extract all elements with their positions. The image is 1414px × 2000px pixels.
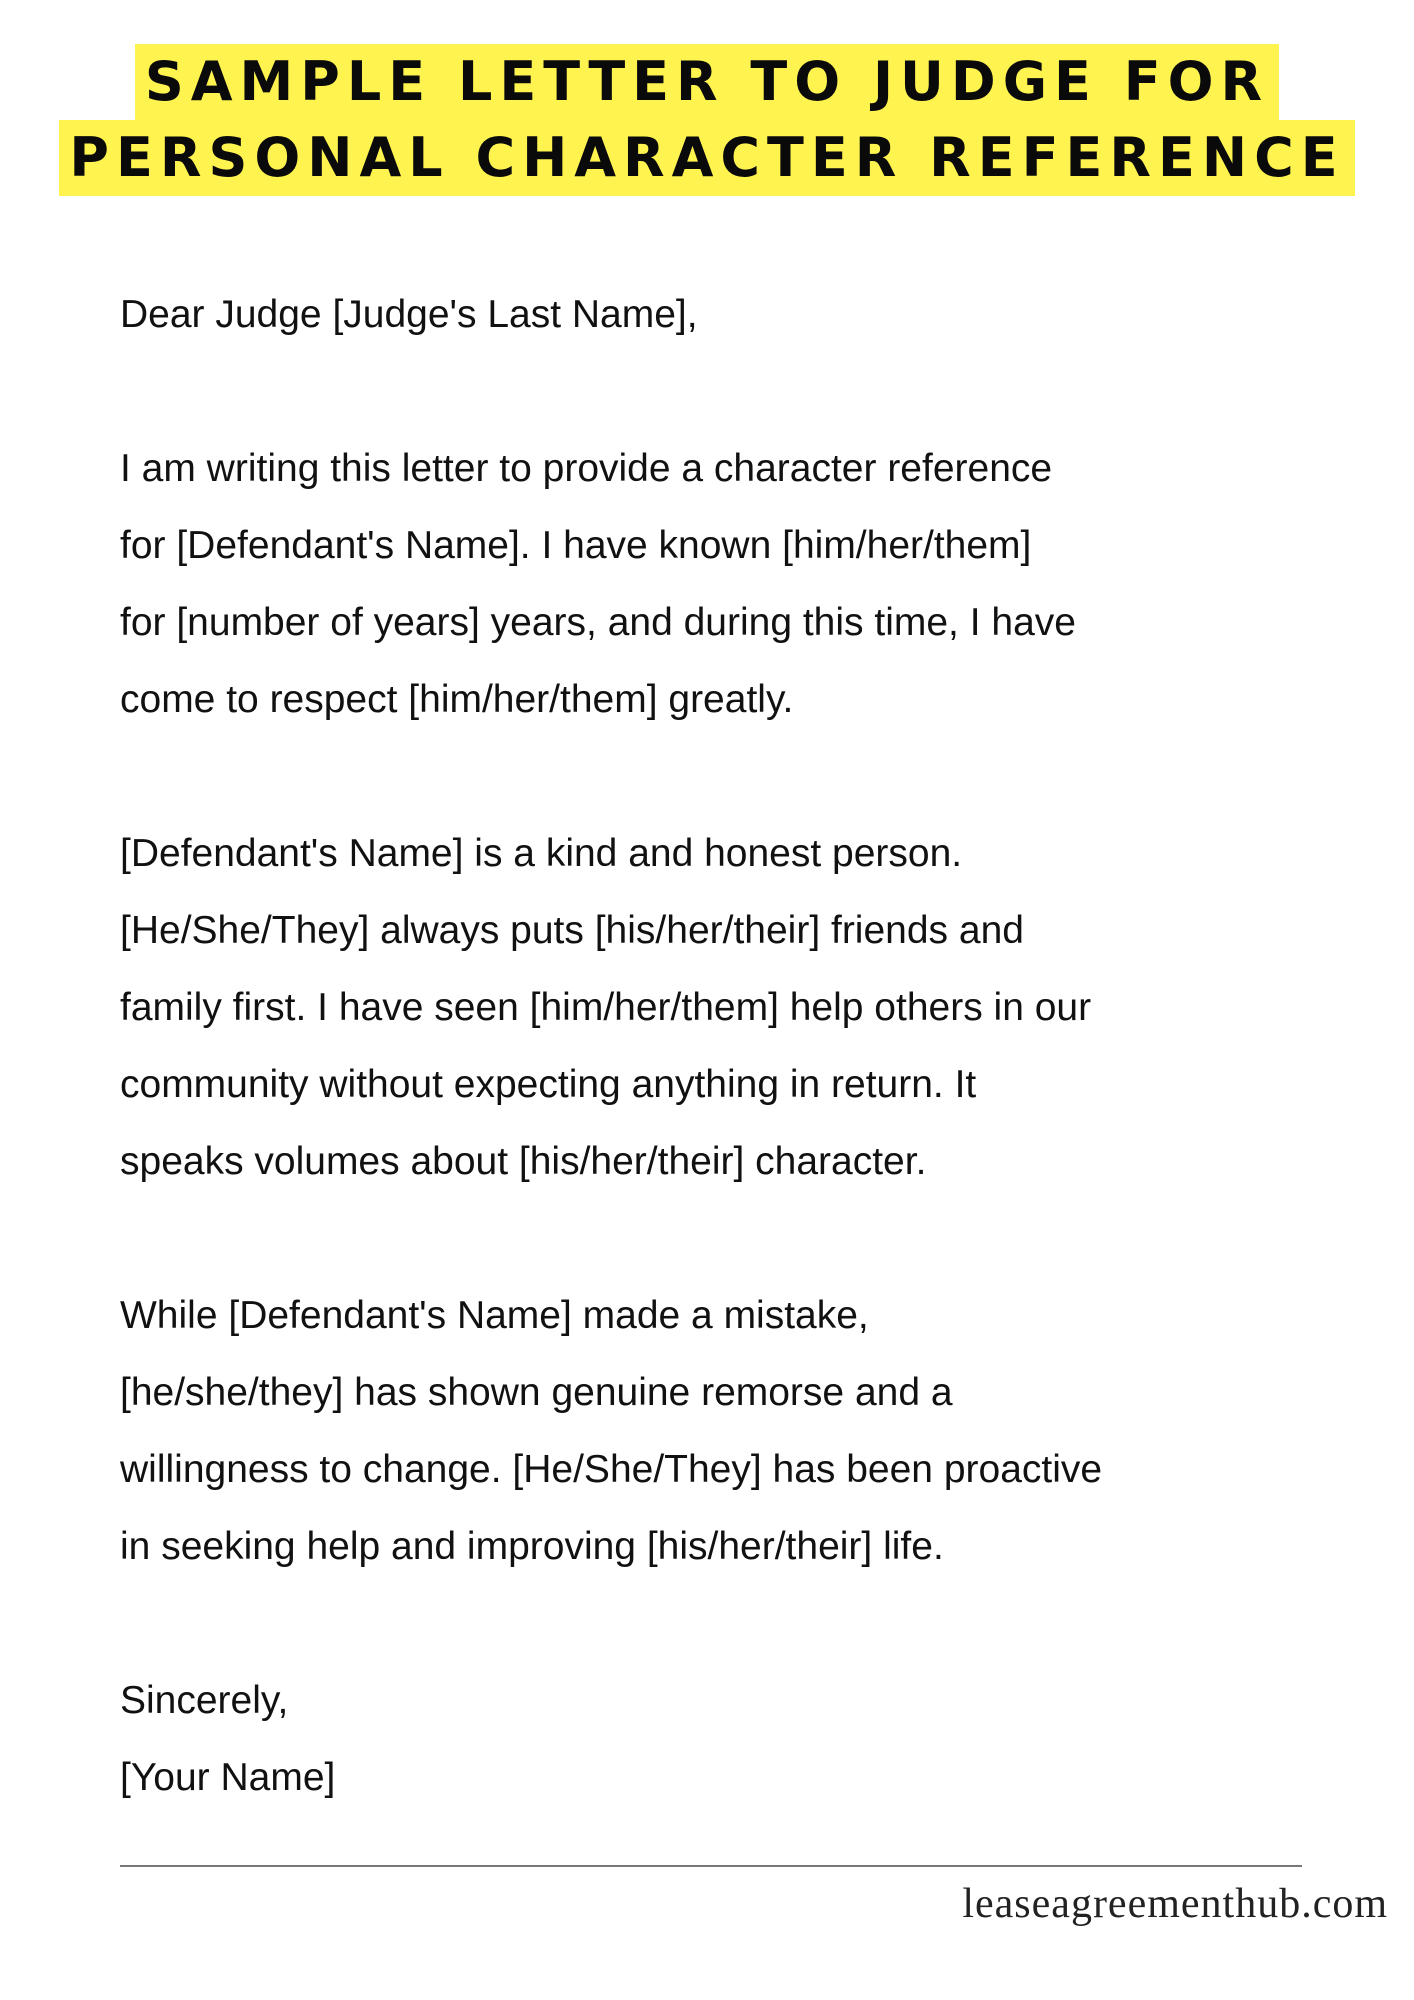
paragraph-2-line: speaks volumes about [his/her/their] character. (120, 1140, 927, 1183)
title-line-1: SAMPLE LETTER TO JUDGE FOR (135, 44, 1279, 120)
paragraph-2-line: family first. I have seen [him/her/them] help others in our (120, 986, 1092, 1029)
closing: Sincerely, (120, 1679, 289, 1722)
paragraph-1-line: for [number of years] years, and during this time, I have (120, 601, 1076, 644)
paragraph-spacer (120, 1585, 1360, 1662)
footer-site-name: leaseagreementhub.com (962, 1881, 1388, 1927)
paragraph-1-line: come to respect [him/her/them] greatly. (120, 678, 794, 721)
paragraph-3-line: willingness to change. [He/She/They] has been proactive (120, 1448, 1103, 1491)
paragraph-1-line: I am writing this letter to provide a character reference (120, 447, 1053, 490)
paragraph-spacer (120, 353, 1360, 430)
paragraph-3 (120, 1277, 1360, 1585)
paragraph-2 (120, 815, 1360, 1200)
document-title (0, 44, 1414, 196)
paragraph-3-line: [he/she/they] has shown genuine remorse and a (120, 1371, 953, 1414)
paragraph-1-line: for [Defendant's Name]. I have known [him/her/them] (120, 524, 1032, 567)
paragraph-3-line: in seeking help and improving [his/her/their] life. (120, 1525, 944, 1568)
paragraph-3-line: While [Defendant's Name] made a mistake, (120, 1294, 869, 1337)
paragraph-2-line: [Defendant's Name] is a kind and honest person. (120, 832, 963, 875)
signature-placeholder: [Your Name] (120, 1756, 336, 1799)
paragraph-spacer (120, 738, 1360, 815)
letter-body (120, 276, 1360, 1816)
footer-divider (120, 1865, 1302, 1867)
paragraph-2-line: [He/She/They] always puts [his/her/their] friends and (120, 909, 1024, 952)
title-line-2: PERSONAL CHARACTER REFERENCE (59, 120, 1354, 196)
paragraph-spacer (120, 1200, 1360, 1277)
paragraph-2-line: community without expecting anything in return. It (120, 1063, 977, 1106)
salutation: Dear Judge [Judge's Last Name], (120, 293, 698, 336)
paragraph-1 (120, 430, 1360, 738)
